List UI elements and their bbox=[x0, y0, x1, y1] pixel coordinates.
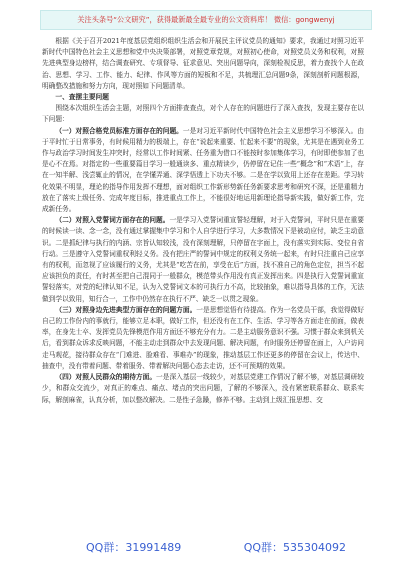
item4-text: 一是深入基层一线较少，对基层党建工作情况了解不够，对基层调研较少，和群众交流少，对真正的难点、痛点、堵点的突出问题，了解的不够深入，没有紧密联系群众、联系实际，解剖麻雀，认真分析，加以整改解决。二是性子急躁，修养不够。主动到上级汇报思想、交 bbox=[42, 373, 364, 404]
document-body bbox=[42, 36, 364, 406]
section-intro-paragraph: 围绕本次组织生活会主题，对照四个方面排查查点，对个人存在的问题进行了深入查找，发现主要存在以下问题： bbox=[42, 104, 364, 124]
intro-paragraph: 根据《关于召开2021年度基层党组织组织生活会和开展民主评议党员的通知》要求，我通过对照习近平新时代中国特色社会主义思想和党中央决策部署，对照党章党规，对照初心使命，对照党员义务和权利，对照先进典型身边榜样，结合调查研究、专项督导、征求意见、突出问题导向，深刻检视反思，着力查找个人在政治、思想、学习、工作、能力、纪律、作风等方面的短板和不足，共梳理汇总问题9条，深刻剖析问题根源，明确整改措施和努力方向，现对照如下问题清单。 bbox=[42, 37, 364, 90]
item2-heading: （二）对照入党誓词方面存在的问题。 bbox=[55, 216, 170, 225]
item1-heading: （一）对照合格党员标准方面存在的问题。 bbox=[55, 126, 183, 135]
item2-paragraph bbox=[42, 215, 364, 305]
qq-group-1[interactable]: QQ群：31991489 bbox=[86, 541, 182, 554]
qq-group-2[interactable]: QQ群：535304092 bbox=[243, 541, 346, 554]
item3-heading: （三）对照身边先进典型方面存在的问题方面。 bbox=[55, 305, 197, 314]
promo-banner[interactable] bbox=[40, 10, 372, 30]
item4-heading: （四）对照人民群众的期待方面。 bbox=[55, 373, 157, 382]
item3-text: 一是思想觉悟有待提高。作为一名党员干部，我觉得做好自己的工作份内的事就行，能够立足本职，做好工作，但还没有在工作、生活、学习等各方面走在前面，做表率，在身先士卒、发挥党员先锋模范作用方面还不够充分有力。二是主动服务意识不强。习惯于群众来到机关后，看到群众诉求反映问题，不能主动走到群众中去发现问题、解决问题，有时服务还停留在面上，入户访问走马观花，接待群众存在“门难进、脸难看、事难办”的现象，推动基层工作还更多的停留在会议上，传达中、抽查中，没有带着问题、带着服务、带着解决问题心态去走访，还不可预期的效果。 bbox=[42, 305, 365, 370]
item1-paragraph bbox=[42, 126, 364, 216]
footer-contacts bbox=[86, 537, 346, 557]
item1-text: 一是对习近平新时代中国特色社会主义思想学习不够深入。由于平时忙于日常事务，有时候用精力的极端上，存在“说起来重要、忙起来不要”的现象，尤其是在遇到业务工作与政治学习时间发生冲突时，经常以工作时间紧、任务重为借口不能按时参加集体学习，有时即使参加了也是心不在焉。对指定的一些重要篇目学习一般通读多、重点精读少，仍停留在记住一些“概念”和“术语”上，存在一知半解、浅尝辄止的情况，在学懂弄通、深学悟透上下功夫不够。二是在学以致用上还存在差距。学习转化效果不明显，理论的指导作用发挥不理想，面对组织工作新形势新任务新要求思考和研究不深，还是重精力放在了落实上级任务、完成年度目标，推进重点工作上，不能很好地运用新理论指导新实践，做好新工作，完成新任务。 bbox=[42, 126, 365, 214]
item4-paragraph bbox=[42, 372, 364, 406]
section-heading: 一、查摆主要问题 bbox=[55, 93, 109, 102]
item2-text: 一是学习入党誓词重宣誓轻理解，对于入党誓词，平时只是在重要的时候读一读、念一念，没有通过掌握集中学习和个人自学进行学习，大多数情况下是被动应付，缺乏主动意识。二是抓纪律与执行的内涵、宗旨认知较浅，没有深刻理解，只停留在字面上，没有落实到实际、变位自省行动。三是遵守入党誓词重权利轻义务。没有把庄严的誓词中规定的权利义务统一起来，有时只注重自己应享有的权利，而忽视了应该履行的义务，尤其是“吃苦在前，享受在后”方面，找不准自己的角色定位，担当不起应该担负的责任，有时甚至把自己混同于一般群众，模范带头作用没有真正发挥出来。四是执行入党誓词重宣誓轻落实，对党的纪律认知不足，认为入党誓词文本的可执行力不高，比较抽象，难以指导具体的工作，无法做到学以致用，知行合一，工作中仍然存在执行不严、缺乏一以贯之现象。 bbox=[42, 216, 365, 303]
item3-paragraph bbox=[42, 305, 364, 372]
banner-text: 关注头条号“公文研究”，获得最新最全最专业的公文资料库！ 微信：gongwenyj bbox=[77, 15, 335, 24]
